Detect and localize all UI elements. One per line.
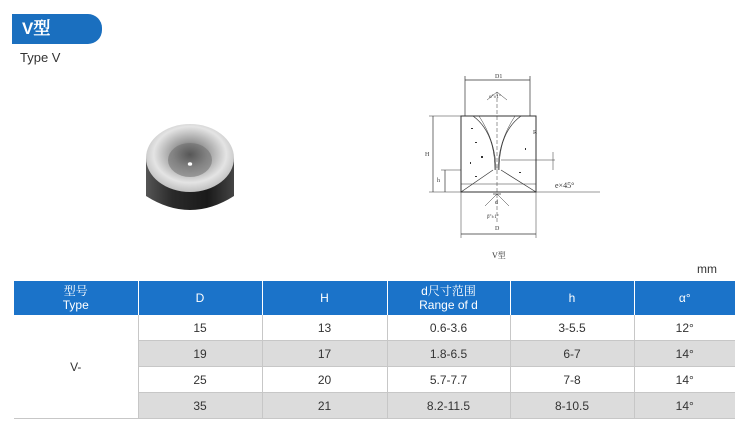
col-header-type: 型号 Type xyxy=(14,281,138,315)
label-h-height: H xyxy=(425,152,430,158)
col-header-d-range: d尺寸范围 Range of d xyxy=(387,281,510,315)
table-row xyxy=(14,315,735,341)
cell-alpha: 14° xyxy=(634,393,735,419)
label-r: R xyxy=(533,130,538,136)
cell-d-range: 8.2-11.5 xyxy=(387,393,510,419)
cell-d-range: 1.8-6.5 xyxy=(387,341,510,367)
col-header-alpha: α° xyxy=(634,281,735,315)
cell-alpha: 14° xyxy=(634,341,735,367)
cell-h-height: 13 xyxy=(262,315,387,341)
cell-type: V- xyxy=(14,315,138,419)
cell-d-outer: 35 xyxy=(138,393,262,419)
cell-alpha: 14° xyxy=(634,367,735,393)
cell-alpha: 12° xyxy=(634,315,735,341)
label-alpha: α°±1° xyxy=(489,95,501,100)
cell-d-outer: 25 xyxy=(138,367,262,393)
drawing-caption: V型 xyxy=(492,251,506,260)
label-d-outer: D xyxy=(495,226,500,232)
col-header-d-outer: D xyxy=(138,281,262,315)
unit-label: mm xyxy=(697,262,717,276)
cell-h-height: 20 xyxy=(262,367,387,393)
label-beta: β°±1° xyxy=(487,215,499,220)
cell-h: 3-5.5 xyxy=(510,315,634,341)
product-photo xyxy=(140,118,240,222)
label-chamfer: e×45° xyxy=(555,181,575,190)
cell-h-height: 17 xyxy=(262,341,387,367)
label-h-small: h xyxy=(437,178,440,184)
technical-drawing xyxy=(415,72,615,247)
cell-h: 8-10.5 xyxy=(510,393,634,419)
label-d: d xyxy=(495,200,498,206)
spec-table xyxy=(14,281,735,419)
section-subtitle: Type V xyxy=(20,50,61,65)
cell-d-outer: 19 xyxy=(138,341,262,367)
cell-d-range: 5.7-7.7 xyxy=(387,367,510,393)
cell-d-range: 0.6-3.6 xyxy=(387,315,510,341)
cell-h-height: 21 xyxy=(262,393,387,419)
col-header-h: h xyxy=(510,281,634,315)
col-header-h-height: H xyxy=(262,281,387,315)
cell-h: 6-7 xyxy=(510,341,634,367)
section-badge: V型 xyxy=(12,14,102,44)
label-d1: D1 xyxy=(495,74,503,80)
cell-h: 7-8 xyxy=(510,367,634,393)
cell-d-outer: 15 xyxy=(138,315,262,341)
table-header-row xyxy=(14,281,735,315)
